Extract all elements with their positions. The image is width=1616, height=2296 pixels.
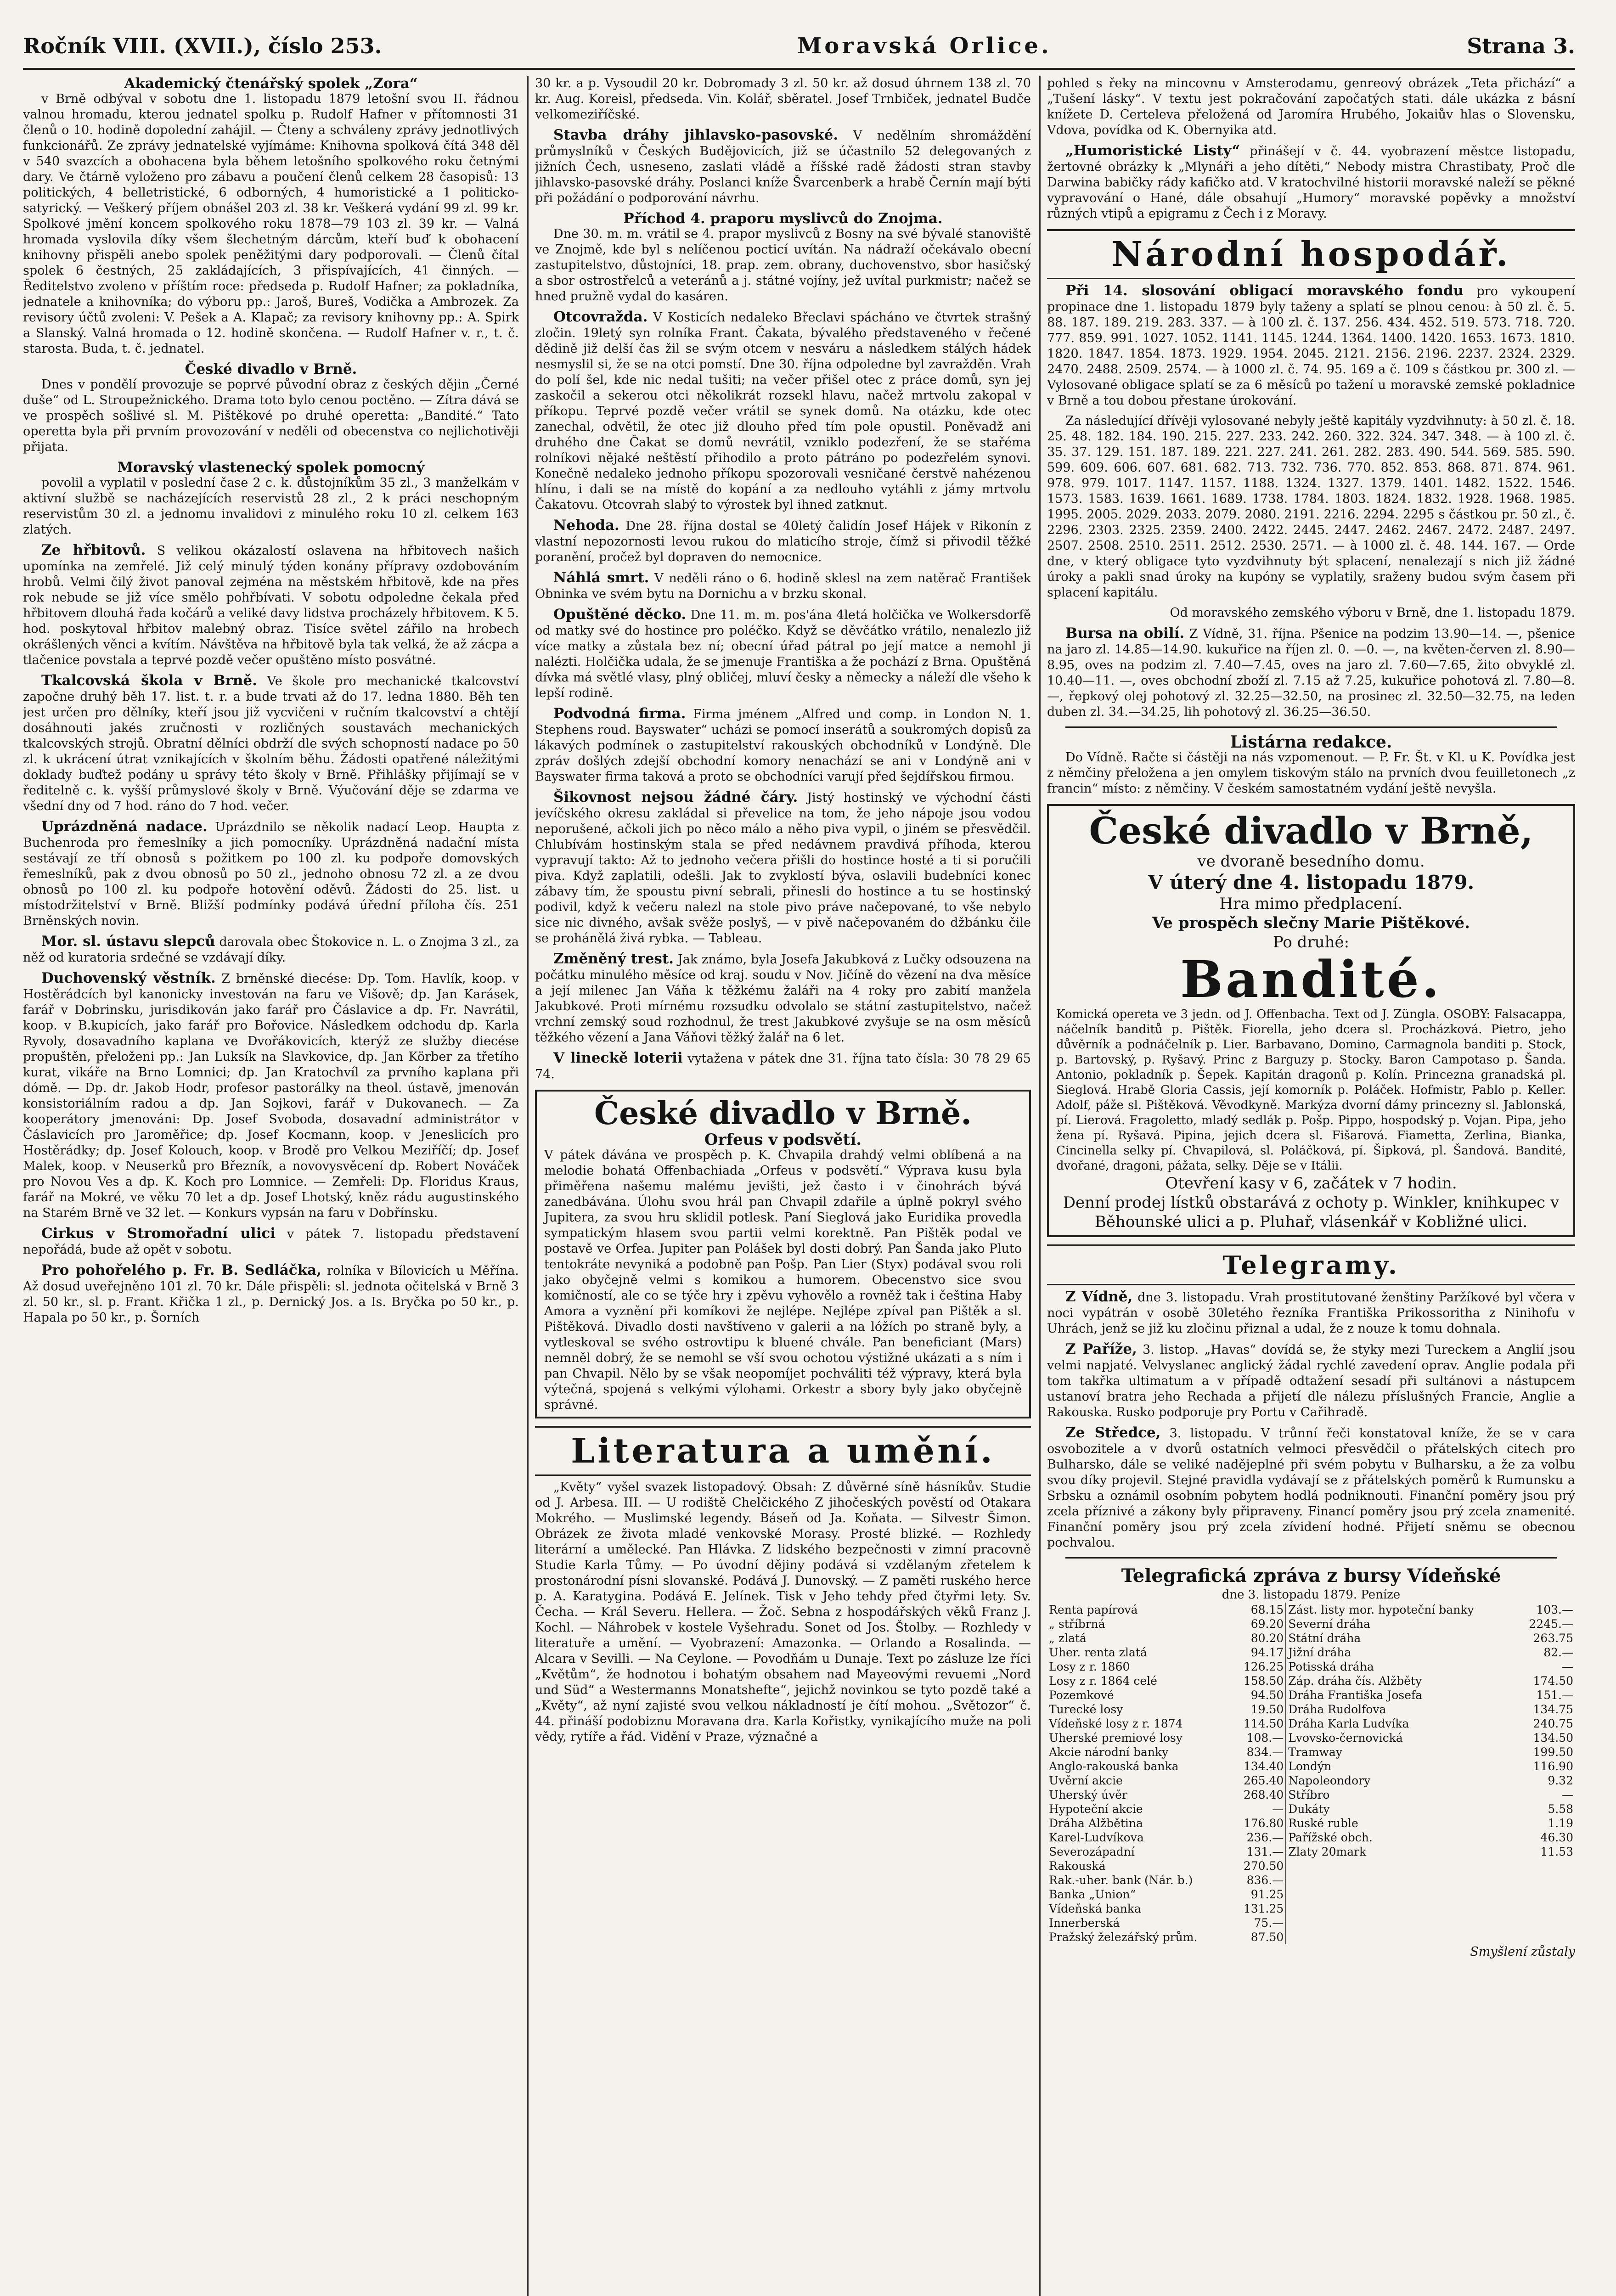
theatre-ad-play: Bandité. [1180,950,1442,1009]
article-body: Dne 30. m. m. vrátil se 4. prapor myslivců z Bosny na své bývalé stanoviště ve Znojmě, kde byl s nelíčenou pocticí uvítán. Na nádraží očekávalo obecní zastupitelstvo, důstojníci, 18. prap. zem. obrany, duchovenstvo, sbor hasičský a sbor ostrostřelců a veteránů a j. státné vojíny, jež uvítal purkmistr; načež se hned pružně vydal do kasáren. [535,227,1031,304]
article-text [535,1050,1031,1082]
bursa-value: 75.— [1232,1916,1286,1930]
article-body: S velikou okázalostí oslavena na hřbitovech našich upomínka na zemřelé. Již celý minulý týden konány přípravy ozdobováním hrobů. Velmi čilý život panoval zejména na městském hřbitově, kde na přes rok nebude se již více smělo pohřbívati. V sobotu odpoledne čekala před hřbitovem dlouhá řada kočárů a veliké davy lidstva procházely hřbitovem. K 5. hod. poskytoval hřbitov malebný obraz. Tisíce světel zářilo na hrobech okrášlených věnci a kvítím. Návštěva na hřbitově byla tak velká, že až zácpa a tlačenice povstala a teprvé pozdě večer opuštěno místo posvátné. [23,544,519,667]
bursa-row [1047,1845,1575,1859]
theatre-ad-benefit: Ve prospěch slečny Marie Pištěkové. [1152,914,1470,932]
article-text [23,1226,519,1258]
article [1047,1425,1575,1551]
bursa-value [1517,1887,1575,1902]
bursa-name: Lvovsko-černovická [1288,1731,1403,1745]
article [535,127,1031,206]
article [23,542,519,668]
bursa-value: 134.75 [1533,1703,1573,1716]
article [535,570,1031,602]
newspaper-title: Moravská Orlice. [797,33,1052,59]
article-headline: České divadlo v Brně. [185,361,357,377]
article-headline: Nehoda. [553,517,619,534]
article [535,309,1031,513]
article-headline: Bursa na obilí. [1065,625,1185,642]
bursa-date: dne 3. listopadu 1879. Peníze [1222,1588,1401,1602]
article-text [535,518,1031,565]
bursa-value: 68.15 [1232,1603,1286,1617]
article-body: V Kosticích nedaleko Břeclavi spácháno ve čtvrtek strašný zločin. 19letý syn rolníka Frant. Čakata, bývalého představeného v řečené dědině již delší čas žil se svým otcem v nesváru a následkem stálých hádek nesmyslil si, že se na otci pomstí. Dne 30. října odpoledne byl zavražděn. Vrah do polí šel, kde nic nedal tušiti; na večer přišel otec z práce domů, syn jej zaskočil a sekerou otci několikrát rozsekl hlavu, načež mrtvolu zakopal v příkopu. Teprvé pozdě večer vrátil se synek domů. Na otázku, kde otec zanechal, odvětil, že otec již dlouho před tím pole opustil. Poněvadž ani druhého dne Čakat se domů nevrátil, vzniklo podezření, že se stařéma rolníkovi nějaké neštěstí přihodilo a proto pátráno po podezřelém synovi. Konečně nedaleko jednoho příkopu spozorovali vesničané čerstvě nahézenou hlínu, i dali se na místě do kopání a za nedlouho vytáhli z jámy mrtvolu Čakatovu. Otcovrah slabý to výrostek byl ihned zatknut. [535,310,1031,512]
bursa-value: 87.50 [1232,1930,1286,1944]
listarna-text: Do Vídně. Račte si částěji na nás vzpomenout. — P. Fr. Št. v Kl. u K. Povídka jest z němčiny přeložena a jen omylem tiskovým stálo na prvních dvou feuilletonech „z francin“ místo: z němčiny. V českém samostatném vydání ještě nevyšla. [1047,750,1575,796]
bursa-name: Severozápadní [1049,1845,1135,1858]
header-rule [23,68,1575,70]
bursa-row [1047,1859,1575,1873]
theatre-ad-note: Hra mimo předplacení. [1219,895,1403,913]
article [535,951,1031,1046]
article-headline: Mor. sl. ústavu slepců [41,933,215,950]
article [1047,625,1575,720]
literatura-title: Literatura a umění. [535,1426,1031,1476]
article [535,211,1031,304]
bursa-name: Pařížské obch. [1288,1831,1373,1844]
bursa-name [1286,1902,1517,1916]
article-headline: Náhlá smrt. [553,569,649,586]
theatre-ad-date: V úterý dne 4. listopadu 1879. [1148,871,1475,894]
article-body: Dne 11. m. m. pos'ána 4letá holčička ve Wolkersdorfě od matky své do hostince pro poléčko. Když se děvčátko vrátilo, nenalezlo již více matky a zůstala bez ní; obecní úřad pátral po její matce a nemohl ji nalézti. Holčička udala, že se jmenuje Františka a že pochází z Brna. Opuštěná dívka má světlé vlasy, plný obličej, mluví česky a německy a náleží dle všeho k lepší rodině. [535,608,1031,700]
theatre-review-text: V pátek dávána ve prospěch p. K. Chvapila drahdý velmi oblíbená a na melodie bohatá Offenbachiada „Orfeus v podsvětí.“ Výprava kusu byla přiměřena našemu malému jevišti, jež často i v činohrách bývá zanedbávána. Úlohu svou hrál pan Chvapil zdařile a úplně pokryl svého Jupitera, za svou hru sklidil potlesk. Paní Sieglová jako Euridika provedla sympatickým hlasem svou partii velmi korektně. Pan Pištěk podal ve postavě ve Orfea. Jupiter pan Polášek byl dosti dobrý. Pan Šanda jako Pluto tentokráte nevyniká a podobně pan Pošp. Pan Lier (Styx) podával svou roli jako obyčejně velmi s komikou a humorem. Obecenstvo sice svou komičností, ale co se týče hry i zpěvu vyhovělo a rovněž tak i čeština Haby Amora a vyznění při komíkovi že nejlépe. Nejlépe zpíval pan Pištěk a sl. Pištěková. Divadlo dosti navštíveno v galerii a na lóžích po straně byly, a vytleskoval se svého ostrovtipu k bluené chvále. Pan beneficiant (Mars) nemněl dobrý, že se nemohl se vší svou ochotou výstižné ukázati a s ním i pan Chvapil. Nělo by se však neopomíjet pochváliti též výpravy, která byla výtečná, spojená s velkými výlohami. Orkestr a sbory byly jako obyčejně správné. [544,1148,1022,1412]
bursa-value: 19.50 [1232,1702,1286,1716]
article-body: Jak známo, byla Josefa Jakubková z Lučky odsouzena na počátku minulého měsíce od kraj. soudu v Nov. Jičíně do vězení na dva měsíce a její milenec Jan Váňa k těžkému žaláři na 4 roky pro zabití manžela Jakubkové. Proti mírnému rozsudku odvolalo se státní zastupitelstvo, načež vrchní zemský soud rozhodnul, že trest Jakubkové zvyšuje se na osm měsíců těžkého vězení a Jana Váňovi těžký žalář na 6 let. [535,952,1031,1045]
bursa-name: Rak.-uher. bank (Nár. b.) [1049,1874,1193,1887]
article [535,1050,1031,1082]
bursa-row [1047,1902,1575,1916]
bursa-table [1047,1603,1575,1944]
article-body: Od moravského zemského výboru v Brně, dne 1. listopadu 1879. [1170,606,1575,620]
article-text [23,542,519,668]
bursa-value: 158.50 [1232,1674,1286,1688]
article [23,76,519,357]
bursa-value: 176.80 [1232,1816,1286,1830]
article [23,970,519,1221]
bursa-row [1047,1830,1575,1845]
bursa-name: Zlaty 20mark [1288,1845,1367,1858]
theatre-ad-sale: Denní prodej lístků obstarává z ochoty p. Winkler, knihkupec v Běhounské ulici a p. Pluhař, vlásenkář v Kobližné ulici. [1063,1193,1560,1231]
article-body: Firma jménem „Alfred und comp. in London N. 1. Stephens roud. Bayswater“ ucházi se pomocí inserátů a soukromých dopisů za lákavých podmínek o zastupitelství rakouských obchodníků v Londýně. Dle zpráv došlých zdejší obchodní komory nenachází se ani v Londýně ani v Bayswater firma taková a proto se obchodníci varují před šejdířskou firmou. [535,707,1031,784]
article-body: 30 kr. a p. Vysoudil 20 kr. Dobromady 3 zl. 50 kr. až dosud úhrnem 138 zl. 70 kr. Aug. Koreisl, předseda. Vin. Kolář, sběratel. Josef Trnbiček, jednatel Budče velkomeziříčské. [535,76,1031,122]
bursa-name: „ stříbrná [1049,1617,1105,1631]
column-2 [535,76,1031,2296]
bursa-value: 174.50 [1533,1674,1573,1688]
bursa-value: 131.— [1232,1845,1286,1859]
bursa-name: Tramway [1288,1745,1342,1759]
bursa-name: Dráha Alžbětina [1049,1817,1143,1830]
bursa-value: 80.20 [1232,1631,1286,1645]
article [23,819,519,929]
bursa-name [1286,1873,1517,1887]
bursa-closing: Smyšlení zůstaly [1470,1945,1575,1959]
theatre-review-title: České divadlo v Brně. [594,1095,972,1132]
bursa-value: 5.58 [1548,1802,1573,1816]
bursa-name: Hypoteční akcie [1049,1802,1143,1816]
bursa-name: Akcie národní banky [1049,1745,1169,1759]
bursa-value: 94.17 [1232,1645,1286,1660]
bursa-row [1047,1645,1575,1660]
bursa-value: 9.32 [1548,1774,1573,1787]
bursa-value: 2245.— [1529,1617,1573,1631]
article [1047,413,1575,601]
article-text [1047,283,1575,409]
telegramy-title: Telegramy. [1047,1244,1575,1285]
article-headline: Podvodná firma. [553,705,686,722]
article-headline: Duchovenský věstník. [41,970,216,986]
bursa-name: Napoleondory [1288,1774,1371,1787]
article [1047,283,1575,409]
theatre-review [535,1090,1031,1418]
bursa-row [1047,1617,1575,1631]
article-body: vytažena v pátek dne 31. října tato čísla: 30 78 29 65 74. [535,1052,1031,1081]
theatre-ad [1047,804,1575,1237]
bursa-row [1047,1745,1575,1759]
bursa-value: 265.40 [1232,1773,1286,1788]
bursa-name: Rakouská [1049,1859,1106,1873]
bursa-row [1047,1716,1575,1731]
article-body: rolníka v Bílovicích u Měřína. Až dosud uveřejněno 101 zl. 70 kr. Dále přispěli: sl. jednota očitelská v Brně 3 zl. 50 kr., sl. p. Frant. Křička 1 zl., p. Dernický Jos. a Is. Bryčka po 50 kr., p. Hapala po 50 kr., p. Šorních [23,1264,519,1325]
article [23,1226,519,1258]
bursa-value [1517,1873,1575,1887]
article [1047,605,1575,621]
bursa-row [1047,1759,1575,1773]
issue-label: Ročník VIII. (XVII.), číslo 253. [23,34,382,58]
bursa-value [1517,1930,1575,1944]
bursa-row [1047,1873,1575,1887]
article [1047,143,1575,222]
bursa-name: Uvěrní akcie [1049,1774,1123,1787]
bursa-value: 69.20 [1232,1617,1286,1631]
article-body: 3. listopadu. V trůnní řeči konstatoval kníže, že se v cara osvobozitele a v dvorů ostatních velmoci přesvědčil o přátelských citech pro Bulharsko, dále se veliké nadějeplné při svém pobytu v Bulharsku, a že za volbu svou díky projevil. Stejné pravidla vydávají se z přátelských poměrů k Rumunsku a Srbsku a oznámil osobním pobytem hodlá podniknouti. Finanční poměry jsou prý zcela příznivé a zákony byly připraveny. Financí poměry jsou prý zcela znamenité. Finanční poměry jsou prý zcela zívidení hodné. Přijetí sněmu se obecnou pochvalou. [1047,1426,1575,1550]
column-divider-2 [1039,76,1041,2296]
bursa-value: 270.50 [1232,1859,1286,1873]
bursa-name: Státní dráha [1288,1632,1361,1645]
column-divider-1 [527,76,529,2296]
article-body: 3. listop. „Havas“ dovídá se, že styky mezi Tureckem a Anglií jsou velmi napjaté. Velvyslanec anglický žádal rychlé zavedení oprav. Anglie podala při tom takřka ultimatum a v případě odtažení sesadí při sultánovi a nástupcem ustanoví bratra jeho Rechada a přijetí dle nálezu příslušných Francie, Anglie a Rakouska. Rusko podporuje pry Portu v Cařihradě. [1047,1343,1575,1419]
bursa-name: Vídeňské losy z r. 1874 [1049,1717,1183,1730]
article-text [535,127,1031,206]
article-body: povolil a vyplatil v poslední čase 2 c. k. důstojníkům 35 zl., 3 manželkám v aktivní službě se nacházejících reservistů 28 zl., 2 k práci neschopným reservistům 30 zl. a jednomu invalidovi z minulého roku 10 zl. celkem 163 zlatých. [23,476,519,537]
bursa-value: 240.75 [1533,1717,1573,1730]
article-headline: Cirkus v Stromořadní ulici [41,1225,276,1242]
article-body: v pátek 7. listopadu představení nepořádá, bude až opět v sobotu. [23,1227,519,1257]
bursa-name: Renta papírová [1049,1603,1138,1616]
bursa-name: Londýn [1288,1760,1332,1773]
bursa-name: Uher. renta zlatá [1049,1646,1147,1659]
article-body: pohled s řeky na mincovnu v Amsterodamu, genreový obrázek „Teta přichází“ a „Tušení lásky“. V textu jest pokračování započatých stati. dále ukázka z básní knížete D. Certeleva přeložená od Jaromíra Hrubého, Jokaiův hlas o Slovensku, Vdova, povídka od K. Obernyika atd. [1047,76,1575,137]
article-headline: Šikovnost nejsou žádné čáry. [553,789,798,805]
bursa-name [1286,1859,1517,1873]
bursa-name: Dráha Karla Ludvíka [1288,1717,1409,1730]
literatura-article [535,1480,1031,1745]
bursa-name: Uherský úvěr [1049,1788,1127,1801]
bursa-value: — [1232,1802,1286,1816]
article-body: Z brněnské diecése: Dp. Tom. Havlík, koop. v Hostěrádcích byl kanonicky investován na faru ve Višově; dp. Jan Karásek, farář v Dobrinsku, jurisdikován jako farář pro Čáslavice a dp. Fr. Navrátil, koop. v B.kupicích, jako farář pro Bořovice. Následkem odchodu dp. Karla Ryvoly, dosavadního kaplana ve Dvořákovicích, kterýž ze služby diecése propuštěn, přeloženi pp.: Jan Luksík na Slavkovice, dp. Jan Körber za třetího kurat, vikáře na Brno Lomnici; dp. Jan Kratochvíl za prvního kaplana při dómě. — Dp. dr. Jakob Hodr, profesor pastorálky na theol. ústavě, jmenován konsistoriálním radou a dp. Jan Sojkovi, farář v Dukovanech. — Za kooperátory jmenováni: Dp. Josef Svoboda, dosavadní administrátor v Čáslavicích pro Jaroměřice; dp. Josef Kocmann, koop. v Jeneslicích pro Hostěrádky; dp. Josef Kolouch, koop. v Brodě pro Velkou Meziříčí; dp. Josef Malek, koop. v Neuserků pro Březník, a novovysvěcení dp. Robert Nováček pro Novou Ves a dp. K. Koch pro Lomnice. — Zemřeli: Dp. Floridus Kraus, farář na Mokré, ve věku 70 let a dp. Josef Lhotský, kněz rádu augustinského na Starém Brně ve 32 let. — Konkurs vypsán na faru v Dobřínsku. [23,972,519,1220]
bursa-row [1047,1631,1575,1645]
bursa-row [1047,1916,1575,1930]
column-3 [1047,76,1575,2296]
bursa-value: 134.40 [1232,1759,1286,1773]
bursa-row [1047,1816,1575,1830]
bursa-row [1047,1802,1575,1816]
article-headline: Moravský vlastenecký spolek pomocný [117,459,425,476]
article-headline: Tkalcovská škola v Brně. [41,672,257,689]
article-body: dne 3. listopadu. Vrah prostitutované ženštiny Paržíkové byl včera v noci vypátrán v osobě 30letého řezníka Františka Prikossoritha z Ninihofu v Uhrách, jenž se již ku zločinu přiznal a udal, že z nouze k tomu dohnala. [1047,1290,1575,1336]
bursa-value: 236.— [1232,1830,1286,1845]
bursa-value: 263.75 [1533,1632,1573,1645]
article-text [535,76,1031,123]
bursa-row [1047,1773,1575,1788]
article-text [535,607,1031,701]
bursa-value [1517,1916,1575,1930]
bursa-row [1047,1930,1575,1944]
bursa-name: „ zlatá [1049,1632,1087,1645]
article-body: pro vykoupení propinace dne 1. listopadu 1879 byly taženy a splatí se plnou cenou: à 50 zl. č. 5. 88. 187. 189. 219. 283. 337. — à 100 zl. č. 137. 256. 434. 452. 519. 573. 718. 720. 777. 859. 991. 1027. 1052. 1141. 1145. 1244. 1364. 1400. 1420. 1653. 1673. 1810. 1820. 1847. 1854. 1873. 1929. 1954. 2045. 2121. 2156. 2196. 2237. 2324. 2329. 2470. 2488. 2509. 2574. — à 1000 zl. č. 74. 95. 169 a č. 109 s částkou pr. 300 zl. — Vylosované obligace splatí se za 6 měsíců po tažení u moravské zemské pokladnice v Brně a tou dobou přestane úrokování. [1047,284,1575,408]
bursa-name: Potisská dráha [1288,1660,1374,1673]
article-headline: Z Paříže, [1065,1341,1137,1357]
article-text [1047,143,1575,222]
article-body: V nedělním shromáždění průmyslníků v Českých Budějovicích, již se účastnilo 52 delegovaných z jižních Čech, usneseno, zaslati vládě a říšské radě žádosti stran stavby jihlavsko-pasovské dráhy. Poslanci kníže Švarcenberk a hrabě Černín mají býti při požádání o podporování návrhu. [535,129,1031,205]
article [1047,76,1575,138]
article-headline: „Humoristické Listy“ [1065,142,1240,159]
bursa-value: 94.50 [1232,1688,1286,1702]
bursa-name: Losy z r. 1860 [1049,1660,1130,1673]
bursa-name: Innerberská [1049,1916,1120,1930]
article-text [1047,76,1575,138]
bursa-name: Turecké losy [1049,1703,1123,1716]
bursa-name: Jižní dráha [1288,1646,1351,1659]
bursa-value: 1.19 [1548,1817,1573,1830]
article-text [23,1262,519,1326]
article-body: V neděli ráno o 6. hodině sklesl na zem natěrač František Obninka ve svém bytu na Dornichu a v brzku skonal. [535,571,1031,601]
article-text [535,706,1031,785]
bursa-row [1047,1674,1575,1688]
bursa-name: Pražský železářský prům. [1049,1930,1198,1944]
bursa-name [1286,1916,1517,1930]
column-1 [23,76,519,2296]
article [23,934,519,966]
article-text [535,951,1031,1046]
bursa-row [1047,1660,1575,1674]
article-headline: Pro pohořelého p. Fr. B. Sedláčka, [41,1262,322,1278]
article-body: Ve škole pro mechanické tkalcovství započne druhý běh 17. list. t. r. a bude trvati až do 17. ledna 1880. Běh ten jest určen pro dělníky, kteří jsou již vycvičeni v ručním tkalcovství a chtějí dosáhnouti jakés zručnosti v rozličných soustavách mechanických tkalcovských strojů. Obratní dělníci obdrží dle svých schopností nadace po 50 zl. k ukrácení útrat vznikajících v školním běhu. Žádosti opatřené náležitými doklady buďtež podány u správy této školy v Brně. Přihlášky přijímají se v ředitelně c. k. vyšší průmyslové školy v Brně. Výučování děje se zdarma ve všední dny od 7 hod. ráno do 7 hod. večer. [23,674,519,813]
article-text [23,934,519,966]
theatre-ad-second: Po druhé: [1273,933,1350,951]
bursa-row [1047,1788,1575,1802]
theatre-ad-cast: Komická opereta ve 3 jedn. od J. Offenbacha. Text od J. Züngla. OSOBY: Falsacappa, náčelník banditů p. Pištěk. Fiorella, jeho dcera sl. Procházková. Pietro, jeho důvěrník a podnáčelník p. Lier. Barbavano, Domino, Carmagnola banditi p. Stock, p. Bartovský, p. Ryšavý. Princ z Barguzy p. Stocky. Baron Campotaso p. Šanda. Antonio, pokladník p. Šepek. Kapitán dragonů p. Kolín. Princezna granadská pl. Sieglová. Hrabě Gloria Cassis, její komorník p. Poláček. Hofmistr, Pablo p. Keller. Adolf, páže sl. Pištěková. Věvodkyně. Markýza dvorní dámy princezny sl. Jablonská, pí. Lierová. Fragoletto, mladý sedlák p. Pošp. Pippo, hospodský p. Vojan. Pipa, jeho žena pí. Ryšavá. Pipina, jejich dcera sl. Fišarová. Fiametta, Zerlina, Bianka, Cincinella selky pí. Chvapilová, sl. Poláčková, pí. Šipková, pl. Šandová. Bandité, dvořané, dragoni, pážata, selky. Děje se v Itálii. [1056,1007,1566,1173]
article-headline: Ze Středce, [1065,1424,1161,1441]
listarna-title: Listárna redakce. [1230,732,1392,752]
bursa-name: Zást. listy mor. hypoteční banky [1288,1603,1474,1616]
bursa-row [1047,1731,1575,1745]
article-body: darovala obec Štokovice n. L. o Znojma 3 zl., za něž od kuratoria srdečné se vzdávají díky. [23,935,519,965]
literatura-text: „Květy“ vyšel svazek listopadový. Obsah: Z důvěrné síně hásníkův. Studie od J. Arbesa. III. — U rodiště Chelčického Z jihočeských pověstí od Otakara Mokrého. — Muslimské legendy. Báseň od Ja. Koňata. — Silvestr Šimon. Obrázek ze života mladé venkovské Morasy. Prosté blizké. — Rozhledy literární a umělecké. Pan Hlávka. Z lidského bezpečnosti v zimní pracovně Studie Karla Tůmy. — Po úvodní dějiny podává si vzdělaným zřetelem k prostonárodní písni slovanské. Podává J. Dunovský. — Z paměti ruského herce p. A. Karatygina. Podává E. Jelínek. Tisk v Jeho tehdy před čtyřmi lety. Sv. Čecha. — Král Severu. Hellera. — Žoč. Sebna z hospodářských věků Franz J. Kochl. — Náhrobek v kostele Vyšehradu. Sonet od Jos. Štolby. — Rozhledy v literatuře a umění. — Vyobrazení: Amazonka. — Orlando a Rosalinda. — Alcara v Sevilli. — Na Ceylone. — Povodňám u Dunaje. Text po zásluze lze říci „Květům“, že hodnotou i bohatým obsahem nad Mayeovými revuemi „Nord und Süd“ a Westermanns Monatshefte“, jejichž novinkou se tyto pozdě také a „Květy“, až nyní zajisté svou velkou nákladností je čítí mohou. „Světozor“ č. 44. přináší podobiznu Moravana dra. Karla Kořistky, vynikajícího muže na poli vědy, rytíře a řád. Vidění v Praze, význačné a [535,1480,1031,1744]
bursa-name: Dráha Rudolfova [1288,1703,1386,1716]
bursa-name: Vídeňská banka [1049,1902,1141,1915]
article-headline: Ze hřbitovů. [41,542,146,558]
article-text [23,819,519,929]
bursa-value: 834.— [1232,1745,1286,1759]
bursa-name: Pozemkové [1049,1688,1114,1702]
bursa-value: 116.90 [1533,1760,1573,1773]
page-number: Strana 3. [1467,34,1575,58]
bursa-row [1047,1887,1575,1902]
article-text [23,673,519,814]
article-text [535,570,1031,602]
article-headline: V lineckě loterii [553,1050,683,1066]
separator [1065,726,1557,728]
article-text [535,789,1031,946]
bursa-value: 134.50 [1533,1731,1573,1745]
article-headline: Stavba dráhy jihlavsko-pasovské. [553,127,839,143]
bursa-value: 131.25 [1232,1902,1286,1916]
bursa-value: 126.25 [1232,1660,1286,1674]
theatre-ad-opening: Otevření kasy v 6, začátek v 7 hodin. [1165,1174,1457,1193]
article [23,460,519,538]
article-headline: Opuštěné děcko. [553,606,687,623]
article-headline: Akademický čtenářský spolek „Zora“ [124,76,418,92]
bursa-value: 91.25 [1232,1887,1286,1902]
bursa-value: 836.— [1232,1873,1286,1887]
bursa-value: 11.53 [1540,1845,1573,1858]
article-text [1047,1341,1575,1420]
bursa-name: Anglo-rakouská banka [1049,1760,1179,1773]
article-headline: Změněný trest. [553,951,674,967]
bursa-value [1517,1859,1575,1873]
theatre-ad-title: České divadlo v Brně, [1089,809,1533,852]
article [1047,1289,1575,1337]
article-text [535,309,1031,513]
article-body: Uprázdnilo se několik nadací Leop. Haupta z Buchenroda pro řemeslníky a jich pomocníky. Uprázdněná nadační místa sestávají ze tří obnosů s požitkem po 100 zl. ku podpoře domovských řemeslníků, pak z dvou obnosů po 50 zl., jednoho obnosu 72 zl. a ze dvou obnosů po 100 zl. ku podpoře hotovění oděvů. Žádosti do 25. list. u místodržitelství v Brně. Bližší podmínky podává úřední příloha čís. 251 Brněnských novin. [23,820,519,928]
article-text [23,970,519,1221]
article [23,673,519,814]
bursa-value [1517,1902,1575,1916]
bursa-value: — [1562,1660,1573,1673]
bursa-name: Ruské ruble [1288,1817,1358,1830]
bursa-name: Stříbro [1288,1788,1330,1801]
article [535,518,1031,565]
article-body: Dne 28. října dostal se 40letý čalidín Josef Hájek v Rikonín z vlastní nepozornosti levou rukou do mlaticího stroje, čímž si přivodil těžké poranění, pročež byl dopraven do nemocnice. [535,519,1031,564]
article [535,706,1031,785]
article-headline: Příchod 4. praporu myslivců do Znojma. [623,210,943,227]
article-body: Dnes v pondělí provozuje se poprvé původní obraz z českých dějin „Černé duše“ od L. Stroupežnického. Drama toto bylo cenou poctěno. — Zítra dává se ve prospěch sošlivé sl. M. Pištěkové po druhé operetta: „Bandité.“ Tato operetta byla při prvním provozování v neděli od obecenstva co nejlichotivěji přijata. [23,377,519,454]
bursa-value: — [1562,1788,1573,1801]
bursa-value: 199.50 [1533,1745,1573,1759]
bursa-name: Dráha Františka Josefa [1288,1688,1423,1702]
bursa-name [1286,1930,1517,1944]
article-body: v Brně odbýval v sobotu dne 1. listopadu 1879 letošní svou II. řádnou valnou hromadu, kterou jednatel spolku p. Rudolf Hafner v přítomnosti 31 členů o 10. hodině dopolední zahájil. — Čteny a schváleny zprávy jednotlivých funkcionářů. Ze zprávy jednatelské vyjímáme: Knihovna spolková čítá 348 děl v 540 svazcích a obohacena byla během letošního spolkového roku četnými dary. Ve čtárně vyloženo pro zábavu a poučení členů celkem 28 časopisů: 13 politických, 4 belletristické, 6 odborných, 4 humoristické a 1 politicko-satyrický. — Veškerý příjem obnášel 203 zl. 38 kr. Veškerá vydání 99 zl. 99 kr. Spolkové jmění koncem spolkového roku 1878—79 103 zl. 39 kr. — Valná hromada vyslovila díky všem šlechetným dárcům, kteří buď k obohacení knihovny přispěli anebo spolek peněžitými dary podporovali. — Členů čítal spolek 6 čestných, 25 zakládajících, 3 přispívajících, 41 činných. — Ředitelstvo zvoleno v příštím roce: předseda p. Rudolf Hafner; za pokladníka, jednatele a knihovníka; do výboru pp.: Jaroš, Bureš, Vodička a Ambrozek. Za revisory účtů zvoleni: V. Pešek a A. Klapač; za revisory knihovny pp.: A. Spirk a Slanský. Valná hromada o 12. hodině skončena. — Rudolf Hafner v. r., t. č. starosta. Buda, t. č. jednatel. [23,92,519,356]
article [23,1262,519,1326]
article-text [1047,1289,1575,1337]
bursa-value: 114.50 [1232,1716,1286,1731]
bursa-value: 103.— [1536,1603,1573,1616]
listarna-article [1047,750,1575,797]
bursa-name: Banka „Union“ [1049,1888,1136,1901]
article-body: přinášejí v č. 44. vyobrazení městce listopadu, žertovné obrázky k „Mlynáři a jeho dítěti,“ Nebody mistra Chrastibaty, Proč dle Darwina babičky rády kafičko atd. V kratochvilné historii moravské naleží se pěkné vypravování o Hané, dále obsahují „Humory“ moravské popěvky a množství různých vtipů a epigramu z Čech i z Moravy. [1047,144,1575,221]
article-body: Za následující dřívěji vylosované nebyly ještě kapitály vyzdvihnuty: à 50 zl. č. 18. 25. 48. 182. 184. 190. 215. 227. 233. 242. 260. 322. 324. 347. 348. — à 100 zl. č. 35. 37. 129. 151. 187. 189. 221. 227. 241. 261. 282. 283. 490. 544. 569. 585. 590. 599. 609. 606. 607. 681. 682. 713. 732. 736. 770. 852. 853. 868. 871. 874. 961. 978. 979. 1017. 1147. 1157. 1188. 1324. 1327. 1379. 1401. 1482. 1522. 1546. 1573. 1583. 1639. 1661. 1689. 1738. 1784. 1803. 1824. 1832. 1928. 1968. 1985. 1995. 2005. 2029. 2033. 2079. 2080. 2191. 2216. 2294. 2295 s částkou pr. 50 zl., č. 2296. 2303. 2325. 2359. 2400. 2422. 2445. 2447. 2462. 2467. 2472. 2487. 2497. 2507. 2508. 2510. 2511. 2512. 2530. 2571. — à 1000 zl. č. 48. 144. 167. — Orde dne, v který obligace tyto vyzdvihnuty být splacení, nenalezají s nich již žádné úroky a pakli snad úroky na kupóny se vyplatily, sraženy budou svým časem při splacení kapitálu. [1047,414,1575,600]
bursa-row [1047,1603,1575,1617]
article-text [1047,413,1575,601]
bursa-name: Dukáty [1288,1802,1330,1816]
hospodar-title: Národní hospodář. [1047,229,1575,279]
bursa-row [1047,1688,1575,1702]
page-header [23,28,1575,64]
article-text [1047,625,1575,720]
bursa-value: 151.— [1536,1688,1573,1702]
article-text [1047,605,1575,621]
bursa-name: Losy z r. 1864 celé [1049,1674,1157,1688]
bursa-row [1047,1702,1575,1716]
article [535,789,1031,946]
bursa-name: Severní dráha [1288,1617,1370,1631]
article-headline: Z Vídně, [1065,1289,1133,1305]
bursa-name: Uherské premiové losy [1049,1731,1183,1745]
article-headline: Uprázdněná nadace. [41,818,208,835]
bursa-name: Karel-Ludvíkova [1049,1831,1144,1844]
article-body: Jistý hostinský ve východní části jevíčského okresu zakládal si převelice na tom, že jeho nápoje jsou vodou neporušené, ačkoli jich po něco málo a něho piva vypil, o jiném se přesvědčil. Chlubívám hostinským stala se před nedávnem pravdivá příhoda, kterou vypravují takto: Až to jednoho večera přišli do hostince hosté a ti si poručili piva. Když zaplatili, odešli. Jak to zvyklostí býva, oslavili budebníci konec zábavy tím, že spoustu pivní sebrali, přinesli do hostince a tu se hostinský podivil, když k večeru nalezl na stole pivo práve načepované, to vše nebylo sice nic divného, avšak svěže poslyš, — v pivě načepovaném do džbánku čile se prohánělá živá rybka. — Tableau. [535,791,1031,945]
bursa-value: 108.— [1232,1731,1286,1745]
article [23,361,519,455]
bursa-value: 46.30 [1540,1831,1573,1844]
article-headline: Při 14. slosování obligací moravského fondu [1065,282,1464,299]
bursa-value: 82.— [1543,1646,1573,1659]
article-headline: Otcovražda. [553,309,648,325]
bursa-title: Telegrafická zpráva z bursy Vídeňské [1121,1565,1501,1587]
theatre-ad-venue: ve dvoraně besedního domu. [1197,852,1425,871]
theatre-review-subtitle: Orfeus v podsvětí. [704,1131,862,1149]
article-body: Z Vídně, 31. října. Pšenice na podzim 13.90—14. —, pšenice na jaro zl. 14.85—14.90. kukuřice na říjen zl. 0. —0. —, na květen-červen zl. 8.90—8.95, oves na podzim zl. 7.40—7.45, oves na jaro zl. 7.60—7.65, žito obvyklé zl. 10.40—11. —, oves obchodní zboží zl. 7.15 až 7.25, kukuřice pohotová zl. 7.80—8. —, řepkový olej pohotový zl. 32.25—32.50, na prosinec zl. 32.50—32.75, na leden duben zl. 34.—34.25, lih pohotový zl. 36.25—36.50. [1047,627,1575,719]
article-text [1047,1425,1575,1551]
bursa-name: Záp. dráha čís. Alžběty [1288,1674,1422,1688]
separator [1065,1557,1557,1559]
bursa-name [1286,1887,1517,1902]
bursa-value: 268.40 [1232,1788,1286,1802]
article [535,76,1031,123]
article [535,607,1031,701]
article [1047,1341,1575,1420]
